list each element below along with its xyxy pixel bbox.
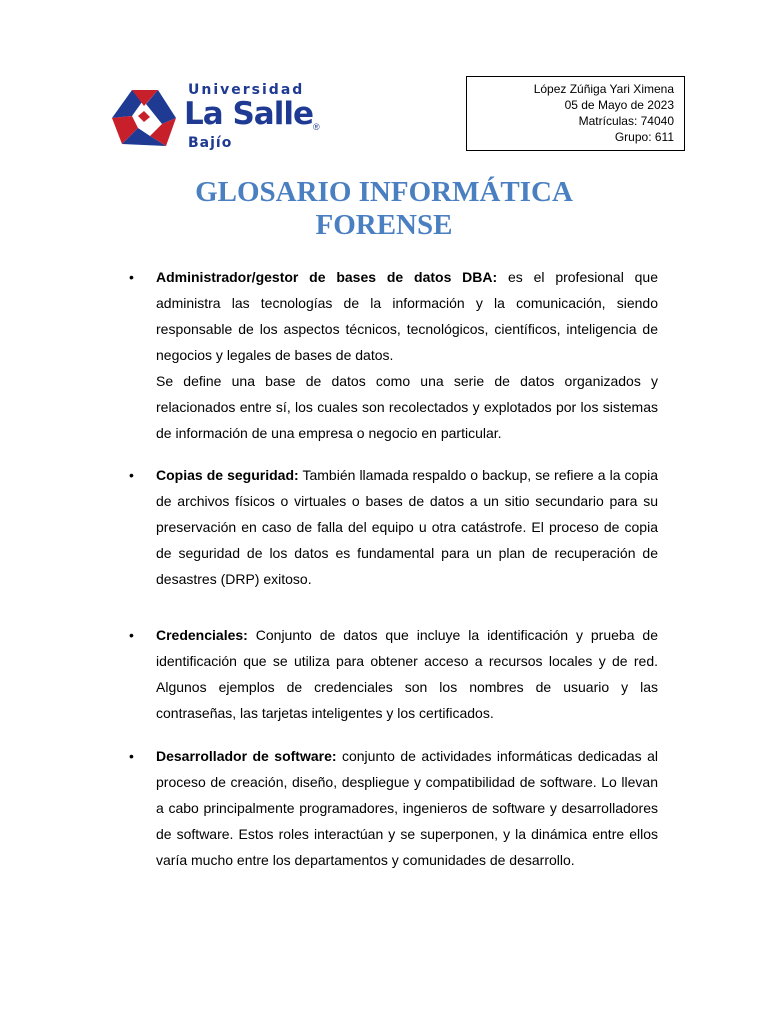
entry-definition: conjunto de actividades informáticas dedicadas al proceso de creación, diseño, despliegue y compatibilidad de software. Lo llevan a cabo principalmente programadores, ingenieros de software y desarrolladores de software. Estos roles interactúan y se superponen, y la dinámica entre ellos varía mucho entre los departamentos y comunidades de desarrollo.: [156, 748, 659, 868]
student-id: Matrículas: 74040: [578, 114, 674, 128]
la-salle-star-emblem-icon: [108, 84, 180, 154]
glossary-entry-software-developer: [129, 743, 659, 873]
logo-bajio-text: Bajío: [188, 135, 233, 151]
entry-term: Credenciales:: [156, 627, 248, 643]
bullet-icon: •: [129, 627, 134, 643]
glossary-entry-backups: [129, 462, 659, 592]
logo-la-salle-text: La Salle: [184, 96, 313, 132]
page-title: [100, 176, 668, 242]
logo-registered-mark: ®: [313, 122, 320, 132]
university-logo: [108, 80, 328, 160]
entry-extra-paragraph: Se define una base de datos como una serie de datos organizados y relacionados entre sí, los cuales son recolectados y explotados por los sistemas de información de una empresa o negocio en particular.: [156, 373, 658, 441]
entry-term: Desarrollador de software:: [156, 748, 337, 764]
entry-text: [156, 264, 658, 368]
glossary-entry-dba: [129, 264, 658, 446]
bullet-icon: •: [129, 748, 134, 764]
entry-definition: También llamada respaldo o backup, se refiere a la copia de archivos físicos o virtuales o bases de datos a un sitio secundario para su preservación en caso de falla del equipo u otra catástrofe. El proceso de copia de seguridad de los datos es fundamental para un plan de recuperación de desastres (DRP) exitoso.: [156, 467, 659, 587]
glossary-list: [129, 264, 659, 873]
entry-text: [156, 743, 658, 873]
entry-definition: Conjunto de datos que incluye la identificación y prueba de identificación que se utiliza para obtener acceso a recursos locales y de red. Algunos ejemplos de credenciales son los nombres de usuario y las contraseñas, las tarjetas inteligentes y los certificados.: [156, 627, 658, 721]
entry-definition: es el profesional que administra las tecnologías de la información y la comunicación, siendo responsable de los aspectos técnicos, tecnológicos, científicos, inteligencia de negocios y legales de bases de datos.: [156, 269, 658, 363]
student-group: Grupo: 611: [614, 130, 674, 144]
document-date: 05 de Mayo de 2023: [564, 98, 674, 112]
logo-university-text: Universidad: [188, 82, 305, 98]
title-line-1: GLOSARIO INFORMÁTICA: [195, 176, 573, 208]
entry-text: [156, 462, 658, 592]
bullet-icon: •: [129, 467, 134, 483]
entry-term: Administrador/gestor de bases de datos DBA:: [156, 269, 498, 285]
student-name: López Zúñiga Yari Ximena: [533, 82, 674, 96]
glossary-entry-credentials: [129, 622, 658, 726]
title-line-2: FORENSE: [315, 209, 453, 241]
entry-term: Copias de seguridad:: [156, 467, 299, 483]
bullet-icon: •: [129, 269, 134, 285]
entry-text: [156, 622, 658, 726]
student-info-box: [466, 76, 685, 151]
